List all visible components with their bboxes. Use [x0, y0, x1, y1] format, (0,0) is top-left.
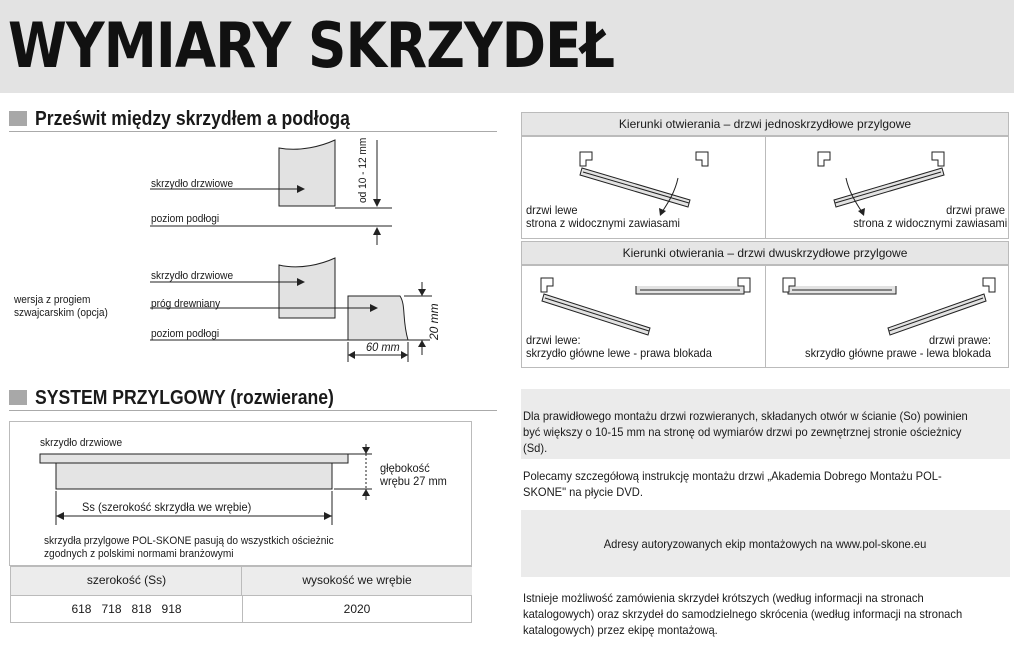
- caption-single-right: drzwi prawe strona z widocznymi zawiasami: [853, 203, 1008, 230]
- panel-title-double: Kierunki otwierania – drzwi dwuskrzydłowe przylgowe: [521, 241, 1009, 265]
- table-cell-height: 2020: [343, 602, 371, 616]
- info-paragraph-shortening: Istnieje możliwość zamówienia skrzydeł krótszych (według informacji na stronach katalogowych) oraz skrzydeł do samodzielnego skrócenia (według informacji na stronach katalogowych) przez ekipę montażową.: [523, 591, 963, 637]
- label-rebate-depth: głębokość wrębu 27 mm: [380, 461, 447, 488]
- label-floor-top: poziom podłogi: [151, 213, 220, 225]
- panel-title-single: Kierunki otwierania – drzwi jednoskrzydłowe przylgowe: [521, 112, 1009, 136]
- table-header-width: szerokość (Ss): [86, 573, 167, 587]
- info-paragraph-installers: Adresy autoryzowanych ekip montażowych na www.pol-skone.eu: [603, 537, 927, 551]
- page-title: WYMIARY SKRZYDEŁ: [8, 9, 615, 82]
- info-paragraph-dvd: Polecamy szczegółową instrukcję montażu drzwi „Akademia Dobrego Montażu POL-SKONE" na płycie DVD.: [523, 469, 942, 499]
- label-floor-bottom: poziom podłogi: [151, 328, 220, 340]
- section-heading-text: SYSTEM PRZYLGOWY (rozwierane): [35, 387, 334, 409]
- info-paragraph-opening: Dla prawidłowego montażu drzwi rozwieranych, składanych otwór w ścianie (So) powinien być większy o 10-15 mm na stronę od wymiarów drzwi po zewnętrznej stronie ościeżnicy (Sd).: [523, 409, 968, 455]
- caption-single-left: drzwi lewe strona z widocznymi zawiasami: [526, 203, 680, 230]
- label-height-dimension: 20 mm: [427, 303, 441, 340]
- section-heading-text: Prześwit między skrzydłem a podłogą: [35, 108, 350, 130]
- label-gap-dimension: od 10 - 12 mm: [357, 137, 369, 203]
- caption-double-left: drzwi lewe: skrzydło główne lewe - prawa blokada: [526, 333, 712, 360]
- label-leaf-width: Ss (szerokość skrzydła we wrębie): [82, 500, 252, 514]
- table-cell-widths: 618 718 818 918: [71, 602, 182, 616]
- table-header-height: wysokość we wrębie: [302, 573, 412, 587]
- label-door-leaf: skrzydło drzwiowe: [40, 437, 123, 449]
- label-variant-threshold: wersja z progiem szwajcarskim (opcja): [14, 294, 108, 319]
- label-threshold: próg drewniany: [151, 298, 221, 310]
- label-leaf-bottom: skrzydło drzwiowe: [151, 270, 234, 282]
- caption-double-right: drzwi prawe: skrzydło główne prawe - lewa blokada: [805, 333, 991, 360]
- label-width-dimension: 60 mm: [366, 340, 400, 354]
- label-compatibility-note: skrzydła przylgowe POL-SKONE pasują do wszystkich ościeżnic zgodnych z polskimi normami branżowymi: [44, 535, 334, 560]
- label-leaf-top: skrzydło drzwiowe: [151, 178, 234, 190]
